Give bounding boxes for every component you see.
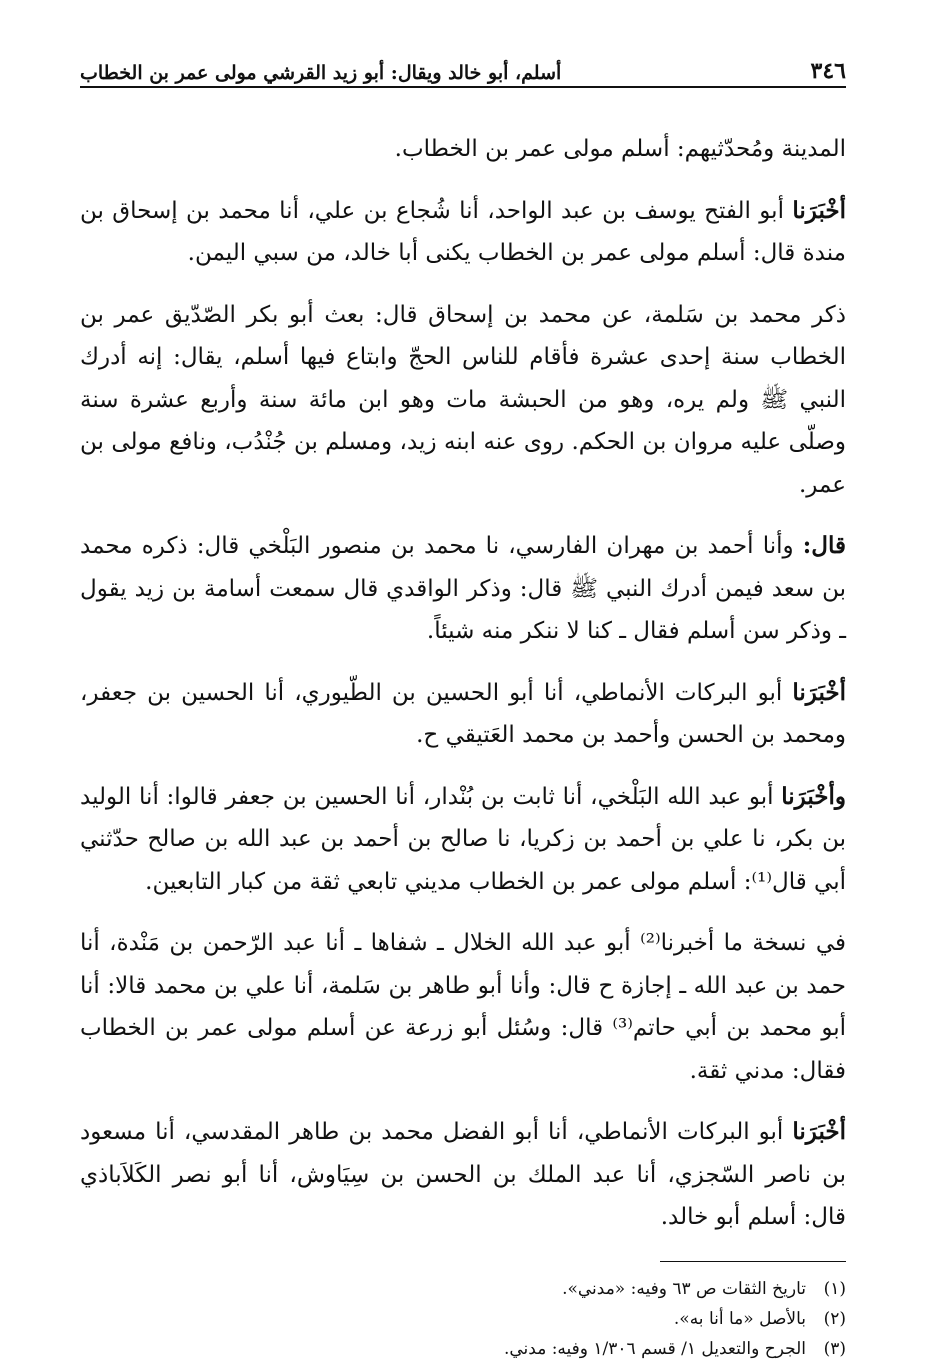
- footnote-text: تاريخ الثقات ص ٦٣ وفيه: «مدني».: [562, 1278, 806, 1299]
- paragraph-text: في نسخة ما أخبرنا⁽²⁾ أبو عبد الله الخلال ـ شفاها ـ أنا عبد الرّحمن بن مَنْدة، أنا حمد بن عبد الله ـ إجازة ح قال: وأنا أبو طاهر بن سَلمة، أنا علي بن محمد قالا: أنا أبو محمد بن أبي حاتم⁽³⁾ قال: وسُئل أبو زرعة عن أسلم مولى عمر بن الخطاب فقال: مدني ثقة.: [80, 930, 846, 1084]
- paragraph-text: أبو البركات الأنماطي، أنا أبو الفضل محمد بن طاهر المقدسي، أنا مسعود بن ناصر السّجزي، أنا عبد الملك بن الحسن بن سِيَاوش، أنا أبو نصر الكَلاَباذي قال: أسلم أبو خالد.: [80, 1119, 846, 1230]
- footnote-number: (٢): [823, 1308, 846, 1329]
- page-number: ٣٤٦: [810, 58, 846, 84]
- paragraph: [80, 672, 846, 757]
- paragraph-text: أبو الفتح يوسف بن عبد الواحد، أنا شُجاع بن علي، أنا محمد بن إسحاق بن مندة قال: أسلم مولى عمر بن الخطاب يكنى أبا خالد، من سبي اليمن.: [80, 197, 846, 266]
- running-title: أسلم، أبو خالد ويقال: أبو زيد القرشي مولى عمر بن الخطاب: [80, 62, 562, 84]
- paragraph: [80, 1111, 846, 1239]
- paragraph: [80, 525, 846, 653]
- paragraph-lead: أخْبَرَنا: [792, 1118, 846, 1145]
- footnote: [80, 1334, 846, 1364]
- paragraph-text: المدينة ومُحدّثيهم: أسلم مولى عمر بن الخطاب.: [394, 136, 846, 162]
- paragraph-text: وأنا أحمد بن مهران الفارسي، نا محمد بن منصور البَلْخي قال: ذكره محمد بن سعد فيمن أدرك النبي ﷺ قال: وذكر الواقدي قال سمعت أسامة بن زيد يقول ـ وذكر سن أسلم فقال ـ كنا لا ننكر منه شيئاً.: [80, 533, 846, 644]
- footnote: [80, 1274, 846, 1304]
- footnote-text: بالأصل «ما أنا به».: [673, 1308, 806, 1329]
- paragraph-text: ذكر محمد بن سَلمة، عن محمد بن إسحاق قال: بعث أبو بكر الصّدّيق عمر بن الخطاب سنة إحدى عشرة فأقام للناس الحجّ وابتاع فيها أسلم، يقال: إنه أدرك النبي ﷺ ولم يره، وهو من الحبشة مات وهو ابن مائة سنة وأربع عشرة سنة وصلّى عليه مروان بن الحكم. روى عنه ابنه زيد، ومسلم بن جُنْدُب، ونافع مولى بن عمر.: [80, 301, 846, 498]
- paragraph: [80, 922, 846, 1092]
- paragraph-lead: أخْبَرَنا: [792, 678, 846, 706]
- paragraph: [80, 776, 846, 904]
- footnotes: [80, 1274, 846, 1364]
- paragraph: [80, 190, 846, 275]
- paragraph-lead: أخْبَرَنا: [792, 196, 846, 224]
- paragraph-text: أبو عبد الله البَلْخي، أنا ثابت بن بُنْدار، أنا الحسين بن جعفر قالوا: أنا الوليد بن بكر، نا علي بن أحمد بن زكريا، نا صالح بن أحمد بن عبد الله بن صالح حدّثني أبي قال⁽¹⁾: أسلم مولى عمر بن الخطاب مديني تابعي ثقة من كبار التابعين.: [80, 783, 846, 895]
- footnote: [80, 1304, 846, 1334]
- footnote-separator: [660, 1261, 846, 1262]
- paragraph: [80, 128, 846, 171]
- paragraph-lead: وأخْبَرَنا: [781, 782, 846, 810]
- footnote-number: (١): [823, 1278, 846, 1299]
- footnote-text: الجرح والتعديل ١/ قسم ١/٣٠٦ وفيه: مدني.: [503, 1338, 806, 1359]
- paragraph: [80, 294, 846, 507]
- footnote-separator-wrap: [80, 1239, 846, 1272]
- page: [80, 40, 846, 1364]
- page-header: [80, 40, 846, 88]
- footnote-number: (٣): [823, 1338, 846, 1359]
- paragraph-lead: قال:: [802, 532, 846, 559]
- paragraph-text: أبو البركات الأنماطي، أنا أبو الحسين بن الطّيوري، أنا الحسين بن جعفر، ومحمد بن الحسن وأحمد بن محمد العَتيقي ح.: [80, 679, 846, 748]
- main-text: [80, 128, 846, 1239]
